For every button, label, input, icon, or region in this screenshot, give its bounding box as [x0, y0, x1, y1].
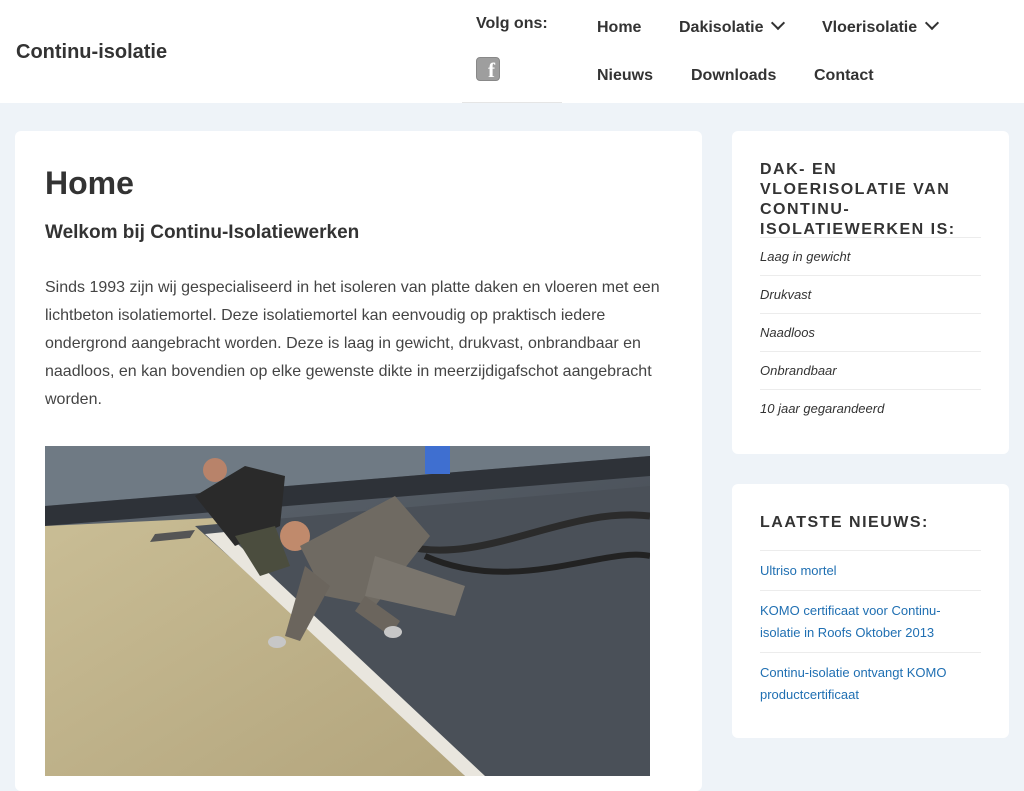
news-widget — [732, 484, 1009, 738]
news-link[interactable]: Continu-isolatie ontvangt KOMO productcertificaat — [760, 652, 981, 714]
features-widget-title: DAK- EN VLOERISOLATIE VAN CONTINU-ISOLATIEWERKEN IS: — [760, 161, 956, 238]
list-item: Onbrandbaar — [760, 351, 981, 389]
news-link[interactable]: Ultriso mortel — [760, 550, 981, 590]
nav-nieuws[interactable] — [597, 67, 653, 85]
nav-dakisolatie[interactable] — [679, 19, 783, 37]
workers-photo-illustration — [45, 446, 650, 776]
page-title: Home — [45, 165, 134, 201]
facebook-glyph: f — [488, 58, 495, 82]
list-item: Drukvast — [760, 275, 981, 313]
facebook-icon[interactable] — [476, 57, 500, 81]
workers-photo — [45, 446, 650, 776]
nav-nieuws-label: Nieuws — [597, 67, 654, 84]
nav-downloads[interactable] — [691, 67, 776, 85]
intro-paragraph: Sinds 1993 zijn wij gespecialiseerd in het isoleren van platte daken en vloeren met een lichtbeton isolatiemortel. Deze isolatiemortel kan eenvoudig op praktisch iedere ondergrond aangebracht worden. Deze is laag in gewicht, drukvast, onbrandbaar en naadloos, en kan bovendien op elke gewenste dikte in meerzijdigafschot aangebracht worden. — [45, 279, 660, 408]
news-link[interactable]: KOMO certificaat voor Continu-isolatie in Roofs Oktober 2013 — [760, 590, 981, 652]
social-label: Volg ons: — [476, 15, 548, 32]
features-widget — [732, 131, 1009, 454]
site-title[interactable]: Continu-isolatie — [16, 41, 168, 63]
list-item: Naadloos — [760, 313, 981, 351]
nav-dakisolatie-label: Dakisolatie — [679, 19, 764, 36]
nav-contact[interactable] — [814, 67, 874, 85]
nav-downloads-label: Downloads — [691, 67, 777, 84]
chevron-down-icon — [925, 16, 939, 30]
nav-home[interactable] — [597, 19, 641, 37]
nav-home-label: Home — [597, 19, 642, 36]
main-content — [15, 131, 702, 791]
news-widget-title: LAATSTE NIEUWS: — [760, 514, 929, 531]
news-list — [760, 550, 981, 714]
nav-vloerisolatie-label: Vloerisolatie — [822, 19, 918, 36]
list-item: 10 jaar gegarandeerd — [760, 389, 981, 427]
chevron-down-icon — [771, 16, 785, 30]
social-block — [462, 0, 562, 103]
list-item: Laag in gewicht — [760, 237, 981, 275]
site-header — [0, 0, 1024, 103]
nav-contact-label: Contact — [814, 67, 874, 84]
page-subtitle: Welkom bij Continu-Isolatiewerken — [45, 222, 360, 243]
features-list — [760, 237, 981, 427]
nav-vloerisolatie[interactable] — [822, 19, 937, 37]
